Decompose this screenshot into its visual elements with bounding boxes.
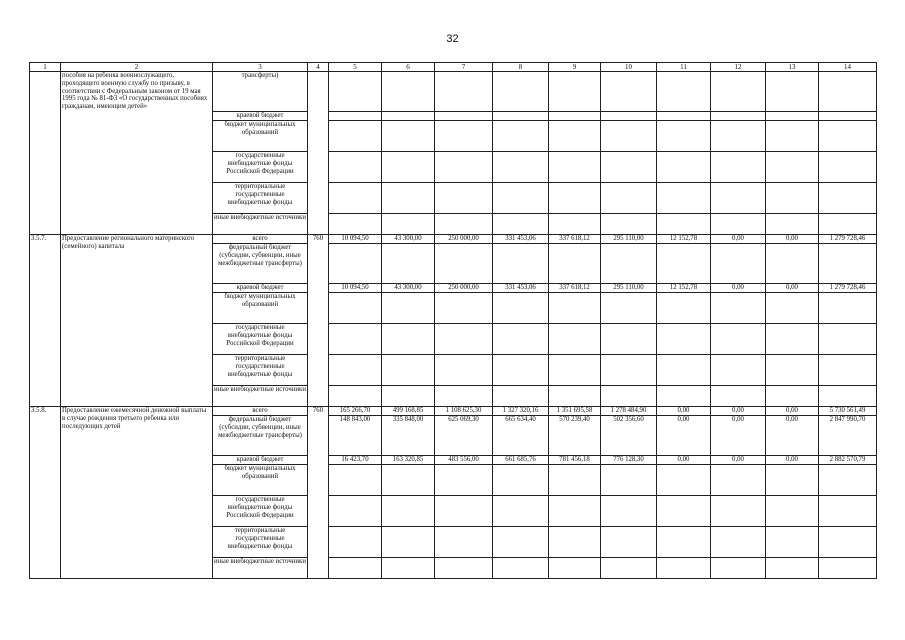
value-cell: [766, 496, 819, 527]
value-cell: [493, 244, 549, 284]
value-cell: [601, 465, 657, 496]
value-cell: 1 279 728,46: [819, 235, 877, 244]
value-cell: [766, 386, 819, 407]
value-cell: 12 152,78: [657, 284, 711, 293]
value-cell: [329, 214, 382, 235]
value-cell: [329, 355, 382, 386]
funding-source: федеральный бюджет (субсидии, субвенции, иные межбюджетные трансферты): [213, 244, 308, 284]
value-cell: [657, 112, 711, 121]
value-cell: [601, 558, 657, 579]
value-cell: 0,00: [711, 407, 766, 416]
value-cell: 0,00: [766, 416, 819, 456]
value-cell: [549, 355, 601, 386]
value-cell: [601, 72, 657, 112]
value-cell: [329, 386, 382, 407]
value-cell: [435, 465, 493, 496]
value-cell: [549, 293, 601, 324]
value-cell: [766, 293, 819, 324]
value-cell: 1 278 484,90: [601, 407, 657, 416]
value-cell: [819, 558, 877, 579]
value-cell: [711, 121, 766, 152]
value-cell: 0,00: [657, 416, 711, 456]
value-cell: [493, 386, 549, 407]
value-cell: [435, 386, 493, 407]
column-header: 13: [766, 63, 819, 72]
budget-table: [29, 62, 877, 579]
table-body: [30, 63, 877, 579]
value-cell: 12 152,78: [657, 235, 711, 244]
funding-source: бюджет муниципальных образований: [213, 465, 308, 496]
funding-source: трансферты): [213, 72, 308, 112]
value-cell: 665 634,40: [493, 416, 549, 456]
value-cell: 499 168,85: [382, 407, 435, 416]
value-cell: [819, 386, 877, 407]
value-cell: [657, 527, 711, 558]
value-cell: [711, 324, 766, 355]
value-cell: [766, 558, 819, 579]
value-cell: [435, 558, 493, 579]
column-header: 2: [61, 63, 213, 72]
value-cell: [711, 152, 766, 183]
value-cell: [549, 214, 601, 235]
funding-source: территориальные государственные внебюджетные фонды: [213, 355, 308, 386]
value-cell: [766, 152, 819, 183]
value-cell: [657, 244, 711, 284]
value-cell: 165 266,70: [329, 407, 382, 416]
value-cell: 43 300,00: [382, 284, 435, 293]
value-cell: [657, 72, 711, 112]
funding-source: государственные внебюджетные фонды Российской Федерации: [213, 324, 308, 355]
column-header-row: [30, 63, 877, 72]
value-cell: [493, 465, 549, 496]
value-cell: 163 320,85: [382, 456, 435, 465]
value-cell: 570 239,40: [549, 416, 601, 456]
value-cell: 1 351 695,58: [549, 407, 601, 416]
funding-source: всего: [213, 407, 308, 416]
value-cell: 250 000,00: [435, 235, 493, 244]
value-cell: 10 094,50: [329, 235, 382, 244]
value-cell: 502 356,60: [601, 416, 657, 456]
value-cell: 0,00: [711, 456, 766, 465]
value-cell: [382, 465, 435, 496]
value-cell: 625 069,30: [435, 416, 493, 456]
value-cell: [601, 355, 657, 386]
funding-source: иные внебюджетные источники: [213, 558, 308, 579]
column-header: 3: [213, 63, 308, 72]
value-cell: 16 423,70: [329, 456, 382, 465]
value-cell: 2 847 990,70: [819, 416, 877, 456]
column-header: 14: [819, 63, 877, 72]
value-cell: 1 279 728,46: [819, 284, 877, 293]
value-cell: [329, 465, 382, 496]
value-cell: 781 456,18: [549, 456, 601, 465]
value-cell: 2 882 570,79: [819, 456, 877, 465]
value-cell: 1 327 320,16: [493, 407, 549, 416]
value-cell: [766, 183, 819, 214]
value-cell: [435, 183, 493, 214]
value-cell: [766, 527, 819, 558]
value-cell: [711, 244, 766, 284]
funding-source: всего: [213, 235, 308, 244]
section-code: [308, 72, 329, 235]
value-cell: [382, 152, 435, 183]
value-cell: [493, 112, 549, 121]
value-cell: 43 300,00: [382, 235, 435, 244]
column-header: 5: [329, 63, 382, 72]
value-cell: [711, 72, 766, 112]
column-header: 10: [601, 63, 657, 72]
value-cell: [766, 244, 819, 284]
value-cell: [493, 72, 549, 112]
value-cell: 335 848,00: [382, 416, 435, 456]
column-header: 8: [493, 63, 549, 72]
value-cell: [493, 121, 549, 152]
value-cell: 0,00: [711, 235, 766, 244]
value-cell: [601, 152, 657, 183]
value-cell: [601, 527, 657, 558]
funding-source: краевой бюджет: [213, 284, 308, 293]
value-cell: [382, 244, 435, 284]
funding-source: иные внебюджетные источники: [213, 214, 308, 235]
page-number: 32: [446, 33, 459, 45]
funding-source: иные внебюджетные источники: [213, 386, 308, 407]
value-cell: [601, 293, 657, 324]
value-cell: [493, 355, 549, 386]
section-index: 3.5.8.: [30, 407, 61, 579]
value-cell: [435, 152, 493, 183]
value-cell: [601, 244, 657, 284]
value-cell: [601, 112, 657, 121]
funding-source: федеральный бюджет (субсидии, субвенции, иные межбюджетные трансферты): [213, 416, 308, 456]
value-cell: [819, 183, 877, 214]
column-header: 4: [308, 63, 329, 72]
value-cell: [382, 386, 435, 407]
value-cell: [766, 121, 819, 152]
section-index: [30, 72, 61, 235]
value-cell: [711, 496, 766, 527]
value-cell: 0,00: [766, 235, 819, 244]
value-cell: 661 685,76: [493, 456, 549, 465]
value-cell: [329, 183, 382, 214]
value-cell: [657, 355, 711, 386]
value-cell: 250 000,00: [435, 284, 493, 293]
value-cell: [493, 527, 549, 558]
value-cell: [549, 558, 601, 579]
table-row: [30, 235, 877, 244]
table-row: [30, 72, 877, 112]
value-cell: [435, 112, 493, 121]
value-cell: [382, 112, 435, 121]
value-cell: [819, 324, 877, 355]
value-cell: 337 618,12: [549, 235, 601, 244]
value-cell: 0,00: [766, 407, 819, 416]
value-cell: [711, 112, 766, 121]
value-cell: [435, 527, 493, 558]
value-cell: [549, 72, 601, 112]
value-cell: [382, 72, 435, 112]
value-cell: 331 453,06: [493, 284, 549, 293]
funding-source: бюджет муниципальных образований: [213, 293, 308, 324]
value-cell: [435, 214, 493, 235]
value-cell: [382, 527, 435, 558]
value-cell: [657, 558, 711, 579]
value-cell: [382, 558, 435, 579]
column-header: 6: [382, 63, 435, 72]
value-cell: [766, 355, 819, 386]
value-cell: [435, 496, 493, 527]
column-header: 7: [435, 63, 493, 72]
section-code: 760: [308, 235, 329, 407]
value-cell: [711, 527, 766, 558]
value-cell: [657, 496, 711, 527]
value-cell: [435, 121, 493, 152]
value-cell: [329, 121, 382, 152]
value-cell: [657, 152, 711, 183]
value-cell: [657, 386, 711, 407]
value-cell: [657, 465, 711, 496]
value-cell: 331 453,06: [493, 235, 549, 244]
value-cell: [382, 214, 435, 235]
value-cell: [601, 183, 657, 214]
value-cell: 776 128,30: [601, 456, 657, 465]
funding-source: государственные внебюджетные фонды Российской Федерации: [213, 496, 308, 527]
funding-source: краевой бюджет: [213, 112, 308, 121]
value-cell: 5 730 561,49: [819, 407, 877, 416]
value-cell: [766, 324, 819, 355]
column-header: 9: [549, 63, 601, 72]
value-cell: [493, 183, 549, 214]
value-cell: [819, 465, 877, 496]
value-cell: [711, 558, 766, 579]
value-cell: [329, 496, 382, 527]
value-cell: [601, 496, 657, 527]
value-cell: [711, 355, 766, 386]
value-cell: [435, 355, 493, 386]
value-cell: [601, 214, 657, 235]
section-code: 760: [308, 407, 329, 579]
value-cell: [329, 293, 382, 324]
value-cell: [657, 183, 711, 214]
value-cell: [819, 527, 877, 558]
value-cell: [382, 183, 435, 214]
value-cell: [819, 72, 877, 112]
value-cell: [601, 121, 657, 152]
value-cell: 337 618,12: [549, 284, 601, 293]
value-cell: [435, 244, 493, 284]
value-cell: [549, 465, 601, 496]
value-cell: 0,00: [766, 284, 819, 293]
value-cell: 0,00: [766, 456, 819, 465]
value-cell: [711, 214, 766, 235]
funding-source: краевой бюджет: [213, 456, 308, 465]
value-cell: [329, 558, 382, 579]
funding-source: государственные внебюджетные фонды Российской Федерации: [213, 152, 308, 183]
value-cell: [711, 465, 766, 496]
value-cell: [435, 72, 493, 112]
value-cell: [819, 121, 877, 152]
value-cell: [549, 121, 601, 152]
value-cell: [329, 72, 382, 112]
value-cell: [819, 152, 877, 183]
value-cell: [329, 324, 382, 355]
value-cell: 0,00: [711, 284, 766, 293]
column-header: 1: [30, 63, 61, 72]
value-cell: [549, 324, 601, 355]
value-cell: [819, 112, 877, 121]
value-cell: [711, 386, 766, 407]
value-cell: [766, 465, 819, 496]
section-title: Предоставление ежемесячной денежной выплаты в случае рождения третьего ребенка или последующих детей: [61, 407, 213, 579]
value-cell: [601, 324, 657, 355]
value-cell: [493, 496, 549, 527]
funding-source: бюджет муниципальных образований: [213, 121, 308, 152]
value-cell: [766, 112, 819, 121]
value-cell: [657, 324, 711, 355]
value-cell: [382, 293, 435, 324]
value-cell: [493, 293, 549, 324]
value-cell: [819, 293, 877, 324]
value-cell: [549, 244, 601, 284]
value-cell: [819, 214, 877, 235]
value-cell: 10 094,50: [329, 284, 382, 293]
value-cell: 483 556,00: [435, 456, 493, 465]
section-title: пособия на ребенка военнослужащего, проходящего военную службу по призыву, в соответствии с Федеральным законом от 19 мая 1995 года № 81-ФЗ «О государственных пособиях гражданам, имеющим детей»: [61, 72, 213, 235]
value-cell: [435, 324, 493, 355]
funding-source: территориальные государственные внебюджетные фонды: [213, 527, 308, 558]
section-title: Предоставление регионального материнского (семейного) капитала: [61, 235, 213, 407]
value-cell: [819, 244, 877, 284]
value-cell: [493, 558, 549, 579]
value-cell: [819, 355, 877, 386]
value-cell: [711, 183, 766, 214]
value-cell: [382, 324, 435, 355]
value-cell: [549, 112, 601, 121]
value-cell: [329, 244, 382, 284]
value-cell: [766, 72, 819, 112]
value-cell: 1 108 625,30: [435, 407, 493, 416]
funding-source: территориальные государственные внебюджетные фонды: [213, 183, 308, 214]
value-cell: [549, 527, 601, 558]
section-index: 3.5.7.: [30, 235, 61, 407]
table-row: [30, 407, 877, 416]
value-cell: [493, 152, 549, 183]
value-cell: 0,00: [711, 416, 766, 456]
value-cell: [549, 152, 601, 183]
value-cell: [493, 214, 549, 235]
value-cell: 0,00: [657, 456, 711, 465]
value-cell: [382, 355, 435, 386]
value-cell: [329, 152, 382, 183]
column-header: 12: [711, 63, 766, 72]
value-cell: [766, 214, 819, 235]
value-cell: 295 110,00: [601, 235, 657, 244]
value-cell: [493, 324, 549, 355]
value-cell: [657, 121, 711, 152]
column-header: 11: [657, 63, 711, 72]
value-cell: [382, 121, 435, 152]
value-cell: [657, 293, 711, 324]
value-cell: [819, 496, 877, 527]
value-cell: [601, 386, 657, 407]
value-cell: [549, 183, 601, 214]
value-cell: [435, 293, 493, 324]
value-cell: [711, 293, 766, 324]
value-cell: [329, 527, 382, 558]
value-cell: [382, 496, 435, 527]
value-cell: 148 843,00: [329, 416, 382, 456]
value-cell: 295 110,00: [601, 284, 657, 293]
value-cell: [657, 214, 711, 235]
value-cell: [329, 112, 382, 121]
value-cell: [549, 496, 601, 527]
value-cell: [549, 386, 601, 407]
value-cell: 0,00: [657, 407, 711, 416]
